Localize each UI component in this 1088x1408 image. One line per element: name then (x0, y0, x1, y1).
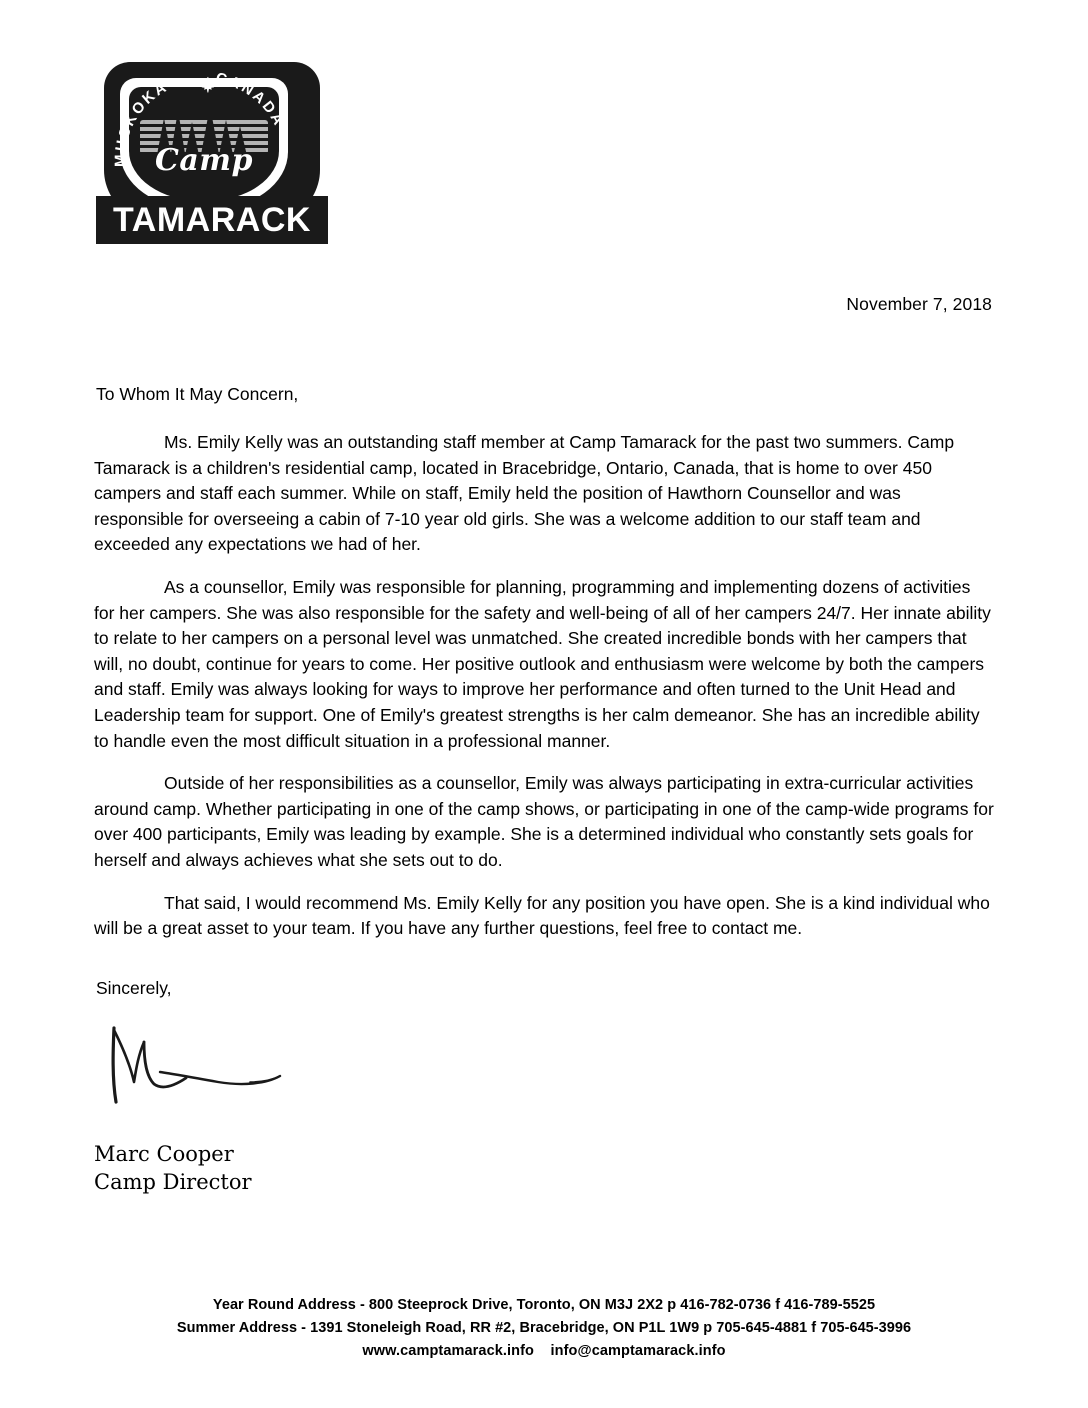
salutation: To Whom It May Concern, (96, 384, 299, 404)
footer-year-round-label: Year Round Address (212, 1297, 356, 1313)
body-paragraph: Outside of her responsibilities as a counsellor, Emily was always participating in extra-curricular activities around camp. Whether participating in one of the camp shows, or participating in one of the camp-wide programs for over 400 participants, Emily was leading by example. She is a determined individual who constantly sets goals for herself and always achieves what she sets out to do. (94, 773, 994, 870)
page-footer (0, 1294, 1088, 1363)
footer-email-link[interactable]: info@camptamarack.info (550, 1343, 726, 1359)
logo-name-text: TAMARACK (113, 201, 311, 239)
footer-website-link[interactable]: www.camptamarack.info (362, 1343, 534, 1359)
maple-leaf-icon (199, 76, 217, 94)
footer-year-round-text: - 800 Steeprock Drive, Toronto, ON M3J 2X2 p 416-782-0736 f 416-789-5525 (355, 1297, 876, 1313)
logo-script-word: Camp (154, 143, 254, 178)
signature-block (94, 1140, 252, 1196)
footer-summer-label: Summer Address (176, 1320, 298, 1336)
letter-date: November 7, 2018 (846, 294, 992, 314)
camp-tamarack-logo (96, 62, 326, 262)
body-paragraph: As a counsellor, Emily was responsible for planning, programming and implementing dozens of activities for her campers. She was also responsible for the safety and well-being of all of her campers 24/7. Her innate ability to relate to her campers on a personal level was unmatched. She created incredible bonds with her campers that will, no doubt, continue for years to come. Her positive outlook and enthusiasm were welcome by both the campers and staff. Emily was always looking for ways to improve her performance and often turned to the Unit Head and Leadership team for support. One of Emily's greatest strengths is her calm demeanor. She has an incredible ability to handle even the most difficult situation in a professional manner. (94, 576, 991, 751)
signer-name: Marc Cooper (94, 1142, 234, 1166)
svg-text:MUSKOKA: MUSKOKA (112, 78, 172, 167)
body-paragraph: Ms. Emily Kelly was an outstanding staff member at Camp Tamarack for the past two summers. Camp Tamarack is a children's residential camp, located in Bracebridge, Ontario, Canada, that is home to over 450 campers and staff each summer. While on staff, Emily held the position of Hawthorn Counsellor and was responsible for overseeing a cabin of 7-10 year old girls. She was a welcome addition to our staff team and exceeded any expectations we had of her. (94, 432, 955, 555)
footer-summer-text: - 1391 Stoneleigh Road, RR #2, Bracebridge, ON P1L 1W9 p 705-645-4881 f 705-645-3996 (297, 1320, 912, 1336)
closing-line: Sincerely, (96, 978, 172, 998)
logo-name-band (96, 196, 328, 244)
signer-title: Camp Director (94, 1170, 252, 1194)
footer-contact-line (0, 1340, 1088, 1363)
letter-body (94, 430, 994, 959)
svg-text:CANADA: CANADA (214, 69, 288, 130)
body-paragraph: That said, I would recommend Ms. Emily Kelly for any position you have open. She is a kind individual who will be a great asset to your team. If you have any further questions, feel free to contact me. (94, 892, 990, 939)
footer-year-round-address (0, 1294, 1088, 1317)
handwritten-signature (100, 1020, 320, 1110)
footer-summer-address (0, 1317, 1088, 1340)
